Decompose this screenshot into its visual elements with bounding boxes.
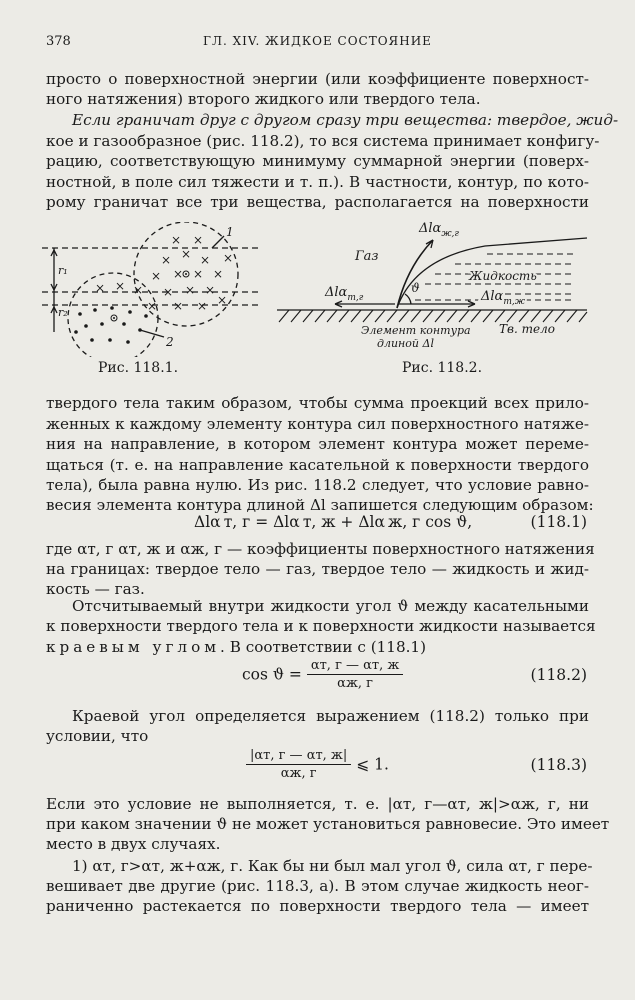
- text-line: место в двух случаях.: [46, 835, 221, 853]
- italic-lead: Если граничат друг с другом сразу три вещества: твердое, жид-: [72, 111, 619, 129]
- page-number: 378: [46, 34, 71, 49]
- element-label-2: длиной Δl: [377, 337, 434, 350]
- element-label-1: Элемент контура: [361, 324, 471, 337]
- equation-number: (118.2): [530, 666, 587, 684]
- svg-text:×: ×: [132, 283, 144, 297]
- svg-text:×: ×: [199, 253, 211, 267]
- spaced-term: краевым углом: [46, 638, 221, 656]
- equation-118-1: [46, 510, 589, 536]
- text-line: весия элемента контура длиной Δl запишется следующим образом:: [46, 496, 594, 514]
- text-line: ностной, в поле сил тяжести и т. п.). В частности, контур, по кото-: [46, 173, 589, 191]
- force-sg-label: Δlα$_{т,г}$: [325, 285, 364, 303]
- fraction-numerator: |αт, г — αт, ж|: [246, 748, 351, 765]
- svg-text:×: ×: [160, 253, 172, 267]
- label-r1: r₁: [58, 264, 68, 277]
- equation-rhs: ⩽ 1.: [356, 755, 389, 774]
- figure-118-1: [40, 222, 265, 357]
- label-r2: r₂: [58, 306, 68, 319]
- text-line: Отсчитываемый внутри жидкости угол ϑ между касательными: [72, 597, 589, 615]
- svg-text:×: ×: [170, 233, 182, 247]
- figure-caption: Рис. 118.2.: [402, 360, 483, 376]
- fraction-denominator: αж, г: [280, 766, 317, 781]
- text-line: вешивает две другие (рис. 118.3, а). В этом случае жидкость неог-: [46, 877, 589, 895]
- text-line: рацию, соответствующую минимуму суммарной энергии (поверх-: [46, 152, 589, 170]
- svg-text:×: ×: [192, 267, 204, 281]
- text-line: условии, что: [46, 727, 149, 745]
- equation-number: (118.3): [530, 756, 587, 774]
- equation-formula: [246, 748, 389, 781]
- text-line: кое и газообразное (рис. 118.2), то вся система принимает конфигу-: [46, 132, 600, 150]
- svg-text:×: ×: [222, 251, 234, 265]
- svg-text:×: ×: [196, 299, 208, 313]
- svg-text:×: ×: [184, 283, 196, 297]
- text-line: [46, 110, 619, 130]
- equation-number: (118.1): [530, 513, 587, 531]
- text-line: где αт, г αт, ж и αж, г — коэффициенты поверхностного натяжения: [46, 540, 595, 558]
- svg-text:×: ×: [180, 247, 192, 261]
- svg-text:×: ×: [150, 269, 162, 283]
- equation-118-3: [46, 746, 589, 786]
- page-header: [46, 34, 589, 52]
- text-line: кость — газ.: [46, 580, 145, 598]
- running-title: ГЛ. XIV. ЖИДКОЕ СОСТОЯНИЕ: [203, 34, 432, 48]
- text-line: ния на направление, в котором элемент контура может переме-: [46, 435, 589, 453]
- text-line: щаться (т. е. на направление касательной к поверхности твердого: [46, 456, 589, 474]
- text-line: к поверхности твердого тела и к поверхности жидкости называется: [46, 617, 596, 635]
- figure-118-2: [275, 212, 590, 352]
- svg-text:×: ×: [94, 281, 106, 295]
- svg-text:×: ×: [212, 267, 224, 281]
- svg-text:×: ×: [216, 293, 228, 307]
- svg-text:×: ×: [114, 279, 126, 293]
- svg-text:×: ×: [172, 267, 184, 281]
- svg-text:×: ×: [162, 285, 174, 299]
- force-lg-label: Δlα$_{ж,г}$: [419, 221, 459, 239]
- figure-caption: Рис. 118.1.: [98, 360, 179, 376]
- svg-text:×: ×: [172, 299, 184, 313]
- force-sl-label: Δlα$_{т,ж}$: [481, 289, 525, 307]
- label-2: 2: [166, 335, 174, 349]
- text-line: просто о поверхностной энергии (или коэффициенте поверхност-: [46, 70, 589, 88]
- equation-formula: [242, 658, 403, 691]
- fraction-numerator: αт, г — αт, ж: [307, 658, 404, 675]
- text-line: Если это условие не выполняется, т. е. |αт, г—αт, ж|>αж, г, ни: [46, 795, 589, 813]
- text-line: [46, 637, 589, 657]
- text-line: 1) αт, г>αт, ж+αж, г. Как бы ни был мал угол ϑ, сила αт, г пере-: [72, 857, 593, 875]
- equation-lhs: cos ϑ =: [242, 665, 302, 684]
- text-line: Краевой угол определяется выражением (118.2) только при: [72, 707, 589, 725]
- fraction-denominator: αж, г: [337, 676, 373, 691]
- label-1: 1: [226, 225, 234, 239]
- text-line: раниченно растекается по поверхности твердого тела — имеет: [46, 897, 589, 915]
- text-line: твердого тела таким образом, чтобы сумма проекций всех прило-: [46, 394, 589, 412]
- angle-label: ϑ: [411, 281, 420, 295]
- solid-label: Тв. тело: [499, 322, 555, 336]
- liquid-label: Жидкость: [469, 269, 537, 283]
- text-line: рому граничат все три вещества, располагается на поверхности: [46, 193, 589, 211]
- text-line: ного натяжения) второго жидкого или твердого тела.: [46, 90, 481, 108]
- svg-text:×: ×: [192, 233, 204, 247]
- text-line: женных к каждому элементу контура сил поверхностного натяже-: [46, 415, 589, 433]
- term-suffix: . В соответствии с (118.1): [220, 638, 427, 656]
- equation-118-2: [46, 656, 589, 696]
- gas-label: Газ: [355, 249, 379, 264]
- equation-formula: Δlα т, г = Δlα т, ж + Δlα ж, г cos ϑ,: [194, 513, 473, 531]
- text-line: при каком значении ϑ не может установиться равновесие. Это имеет: [46, 815, 610, 833]
- text-line: тела), была равна нулю. Из рис. 118.2 следует, что условие равно-: [46, 476, 589, 494]
- svg-text:×: ×: [204, 283, 216, 297]
- svg-text:×: ×: [146, 299, 158, 313]
- text-line: на границах: твердое тело — газ, твердое тело — жидкость и жид-: [46, 560, 589, 578]
